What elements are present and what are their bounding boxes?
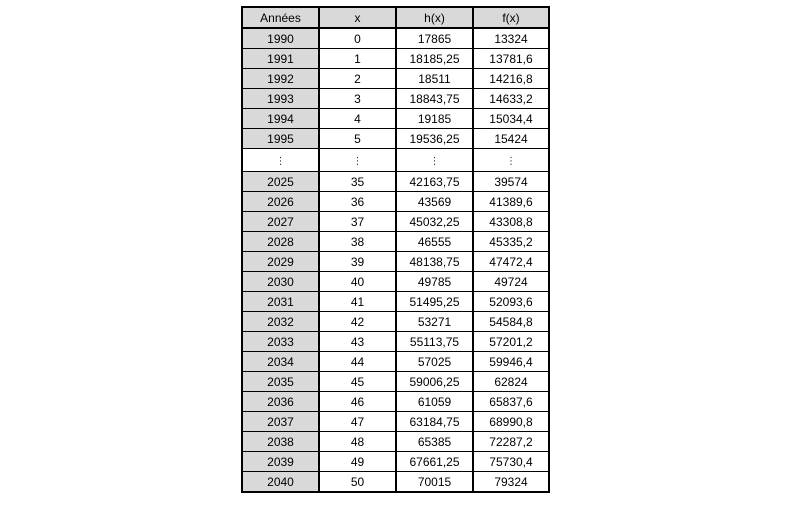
table-row (242, 212, 549, 232)
ellipsis-cell (473, 149, 549, 172)
x-cell: 2 (319, 69, 396, 89)
fx-cell: 49724 (473, 272, 549, 292)
table-row (242, 192, 549, 212)
year-cell: 2027 (242, 212, 319, 232)
x-cell: 50 (319, 472, 396, 493)
x-cell: 36 (319, 192, 396, 212)
fx-cell: 54584,8 (473, 312, 549, 332)
table-row (242, 472, 549, 493)
table-row (242, 332, 549, 352)
fx-cell: 14216,8 (473, 69, 549, 89)
hx-cell: 53271 (396, 312, 473, 332)
hx-cell: 17865 (396, 28, 473, 49)
table-row (242, 252, 549, 272)
x-cell: 37 (319, 212, 396, 232)
hx-cell: 57025 (396, 352, 473, 372)
table-row (242, 372, 549, 392)
table-row (242, 28, 549, 49)
hx-cell: 51495,25 (396, 292, 473, 312)
x-cell: 5 (319, 129, 396, 149)
fx-cell: 52093,6 (473, 292, 549, 312)
hx-cell: 18185,25 (396, 49, 473, 69)
fx-cell: 41389,6 (473, 192, 549, 212)
fx-cell: 13781,6 (473, 49, 549, 69)
x-cell: 4 (319, 109, 396, 129)
hx-cell: 67661,25 (396, 452, 473, 472)
year-cell: 2037 (242, 412, 319, 432)
year-cell: 1992 (242, 69, 319, 89)
x-cell: 3 (319, 89, 396, 109)
year-cell: 2035 (242, 372, 319, 392)
fx-cell: 62824 (473, 372, 549, 392)
table-row (242, 89, 549, 109)
table-row (242, 352, 549, 372)
ellipsis-cell (319, 149, 396, 172)
fx-cell: 68990,8 (473, 412, 549, 432)
fx-cell: 14633,2 (473, 89, 549, 109)
x-cell: 43 (319, 332, 396, 352)
fx-cell: 13324 (473, 28, 549, 49)
fx-cell: 65837,6 (473, 392, 549, 412)
fx-cell: 75730,4 (473, 452, 549, 472)
fx-cell: 57201,2 (473, 332, 549, 352)
hx-cell: 59006,25 (396, 372, 473, 392)
year-cell: 2032 (242, 312, 319, 332)
year-cell: 1994 (242, 109, 319, 129)
table-row (242, 109, 549, 129)
table-row (242, 232, 549, 252)
hx-cell: 46555 (396, 232, 473, 252)
table-row (242, 392, 549, 412)
hx-cell: 55113,75 (396, 332, 473, 352)
ellipsis-cell (396, 149, 473, 172)
ellipsis-cell (242, 149, 319, 172)
year-cell: 2029 (242, 252, 319, 272)
year-cell: 2040 (242, 472, 319, 493)
vertical-ellipsis-icon: ⋮ (352, 155, 363, 167)
x-cell: 41 (319, 292, 396, 312)
hx-cell: 48138,75 (396, 252, 473, 272)
fx-cell: 15424 (473, 129, 549, 149)
year-cell: 2030 (242, 272, 319, 292)
fx-cell: 45335,2 (473, 232, 549, 252)
year-cell: 2028 (242, 232, 319, 252)
year-cell: 2036 (242, 392, 319, 412)
data-table (241, 6, 550, 493)
fx-cell: 43308,8 (473, 212, 549, 232)
hx-cell: 19185 (396, 109, 473, 129)
hx-cell: 63184,75 (396, 412, 473, 432)
hx-cell: 49785 (396, 272, 473, 292)
fx-cell: 72287,2 (473, 432, 549, 452)
table-row (242, 312, 549, 332)
x-cell: 40 (319, 272, 396, 292)
x-cell: 1 (319, 49, 396, 69)
ellipsis-row (242, 149, 549, 172)
x-cell: 48 (319, 432, 396, 452)
year-cell: 1990 (242, 28, 319, 49)
vertical-ellipsis-icon: ⋮ (429, 155, 440, 167)
year-cell: 2033 (242, 332, 319, 352)
year-cell: 1993 (242, 89, 319, 109)
fx-cell: 39574 (473, 172, 549, 192)
x-cell: 47 (319, 412, 396, 432)
year-cell: 2026 (242, 192, 319, 212)
x-cell: 38 (319, 232, 396, 252)
fx-cell: 15034,4 (473, 109, 549, 129)
header-fx: f(x) (473, 7, 549, 28)
year-cell: 2039 (242, 452, 319, 472)
year-cell: 2025 (242, 172, 319, 192)
header-hx: h(x) (396, 7, 473, 28)
x-cell: 0 (319, 28, 396, 49)
x-cell: 46 (319, 392, 396, 412)
year-cell: 2038 (242, 432, 319, 452)
year-cell: 1995 (242, 129, 319, 149)
year-cell: 2034 (242, 352, 319, 372)
x-cell: 49 (319, 452, 396, 472)
table-row (242, 452, 549, 472)
fx-cell: 59946,4 (473, 352, 549, 372)
fx-cell: 79324 (473, 472, 549, 493)
header-years: Années (242, 7, 319, 28)
fx-cell: 47472,4 (473, 252, 549, 272)
x-cell: 44 (319, 352, 396, 372)
header-row (242, 7, 549, 28)
year-cell: 1991 (242, 49, 319, 69)
table-row (242, 292, 549, 312)
hx-cell: 70015 (396, 472, 473, 493)
hx-cell: 18843,75 (396, 89, 473, 109)
x-cell: 39 (319, 252, 396, 272)
table-row (242, 412, 549, 432)
vertical-ellipsis-icon: ⋮ (506, 155, 516, 167)
table-row (242, 272, 549, 292)
table-row (242, 172, 549, 192)
hx-cell: 18511 (396, 69, 473, 89)
year-cell: 2031 (242, 292, 319, 312)
table-container (241, 6, 548, 493)
hx-cell: 45032,25 (396, 212, 473, 232)
x-cell: 45 (319, 372, 396, 392)
hx-cell: 65385 (396, 432, 473, 452)
hx-cell: 43569 (396, 192, 473, 212)
hx-cell: 19536,25 (396, 129, 473, 149)
hx-cell: 42163,75 (396, 172, 473, 192)
vertical-ellipsis-icon: ⋮ (275, 155, 286, 167)
table-row (242, 69, 549, 89)
hx-cell: 61059 (396, 392, 473, 412)
header-x: x (319, 7, 396, 28)
x-cell: 35 (319, 172, 396, 192)
x-cell: 42 (319, 312, 396, 332)
table-row (242, 49, 549, 69)
table-row (242, 432, 549, 452)
table-row (242, 129, 549, 149)
